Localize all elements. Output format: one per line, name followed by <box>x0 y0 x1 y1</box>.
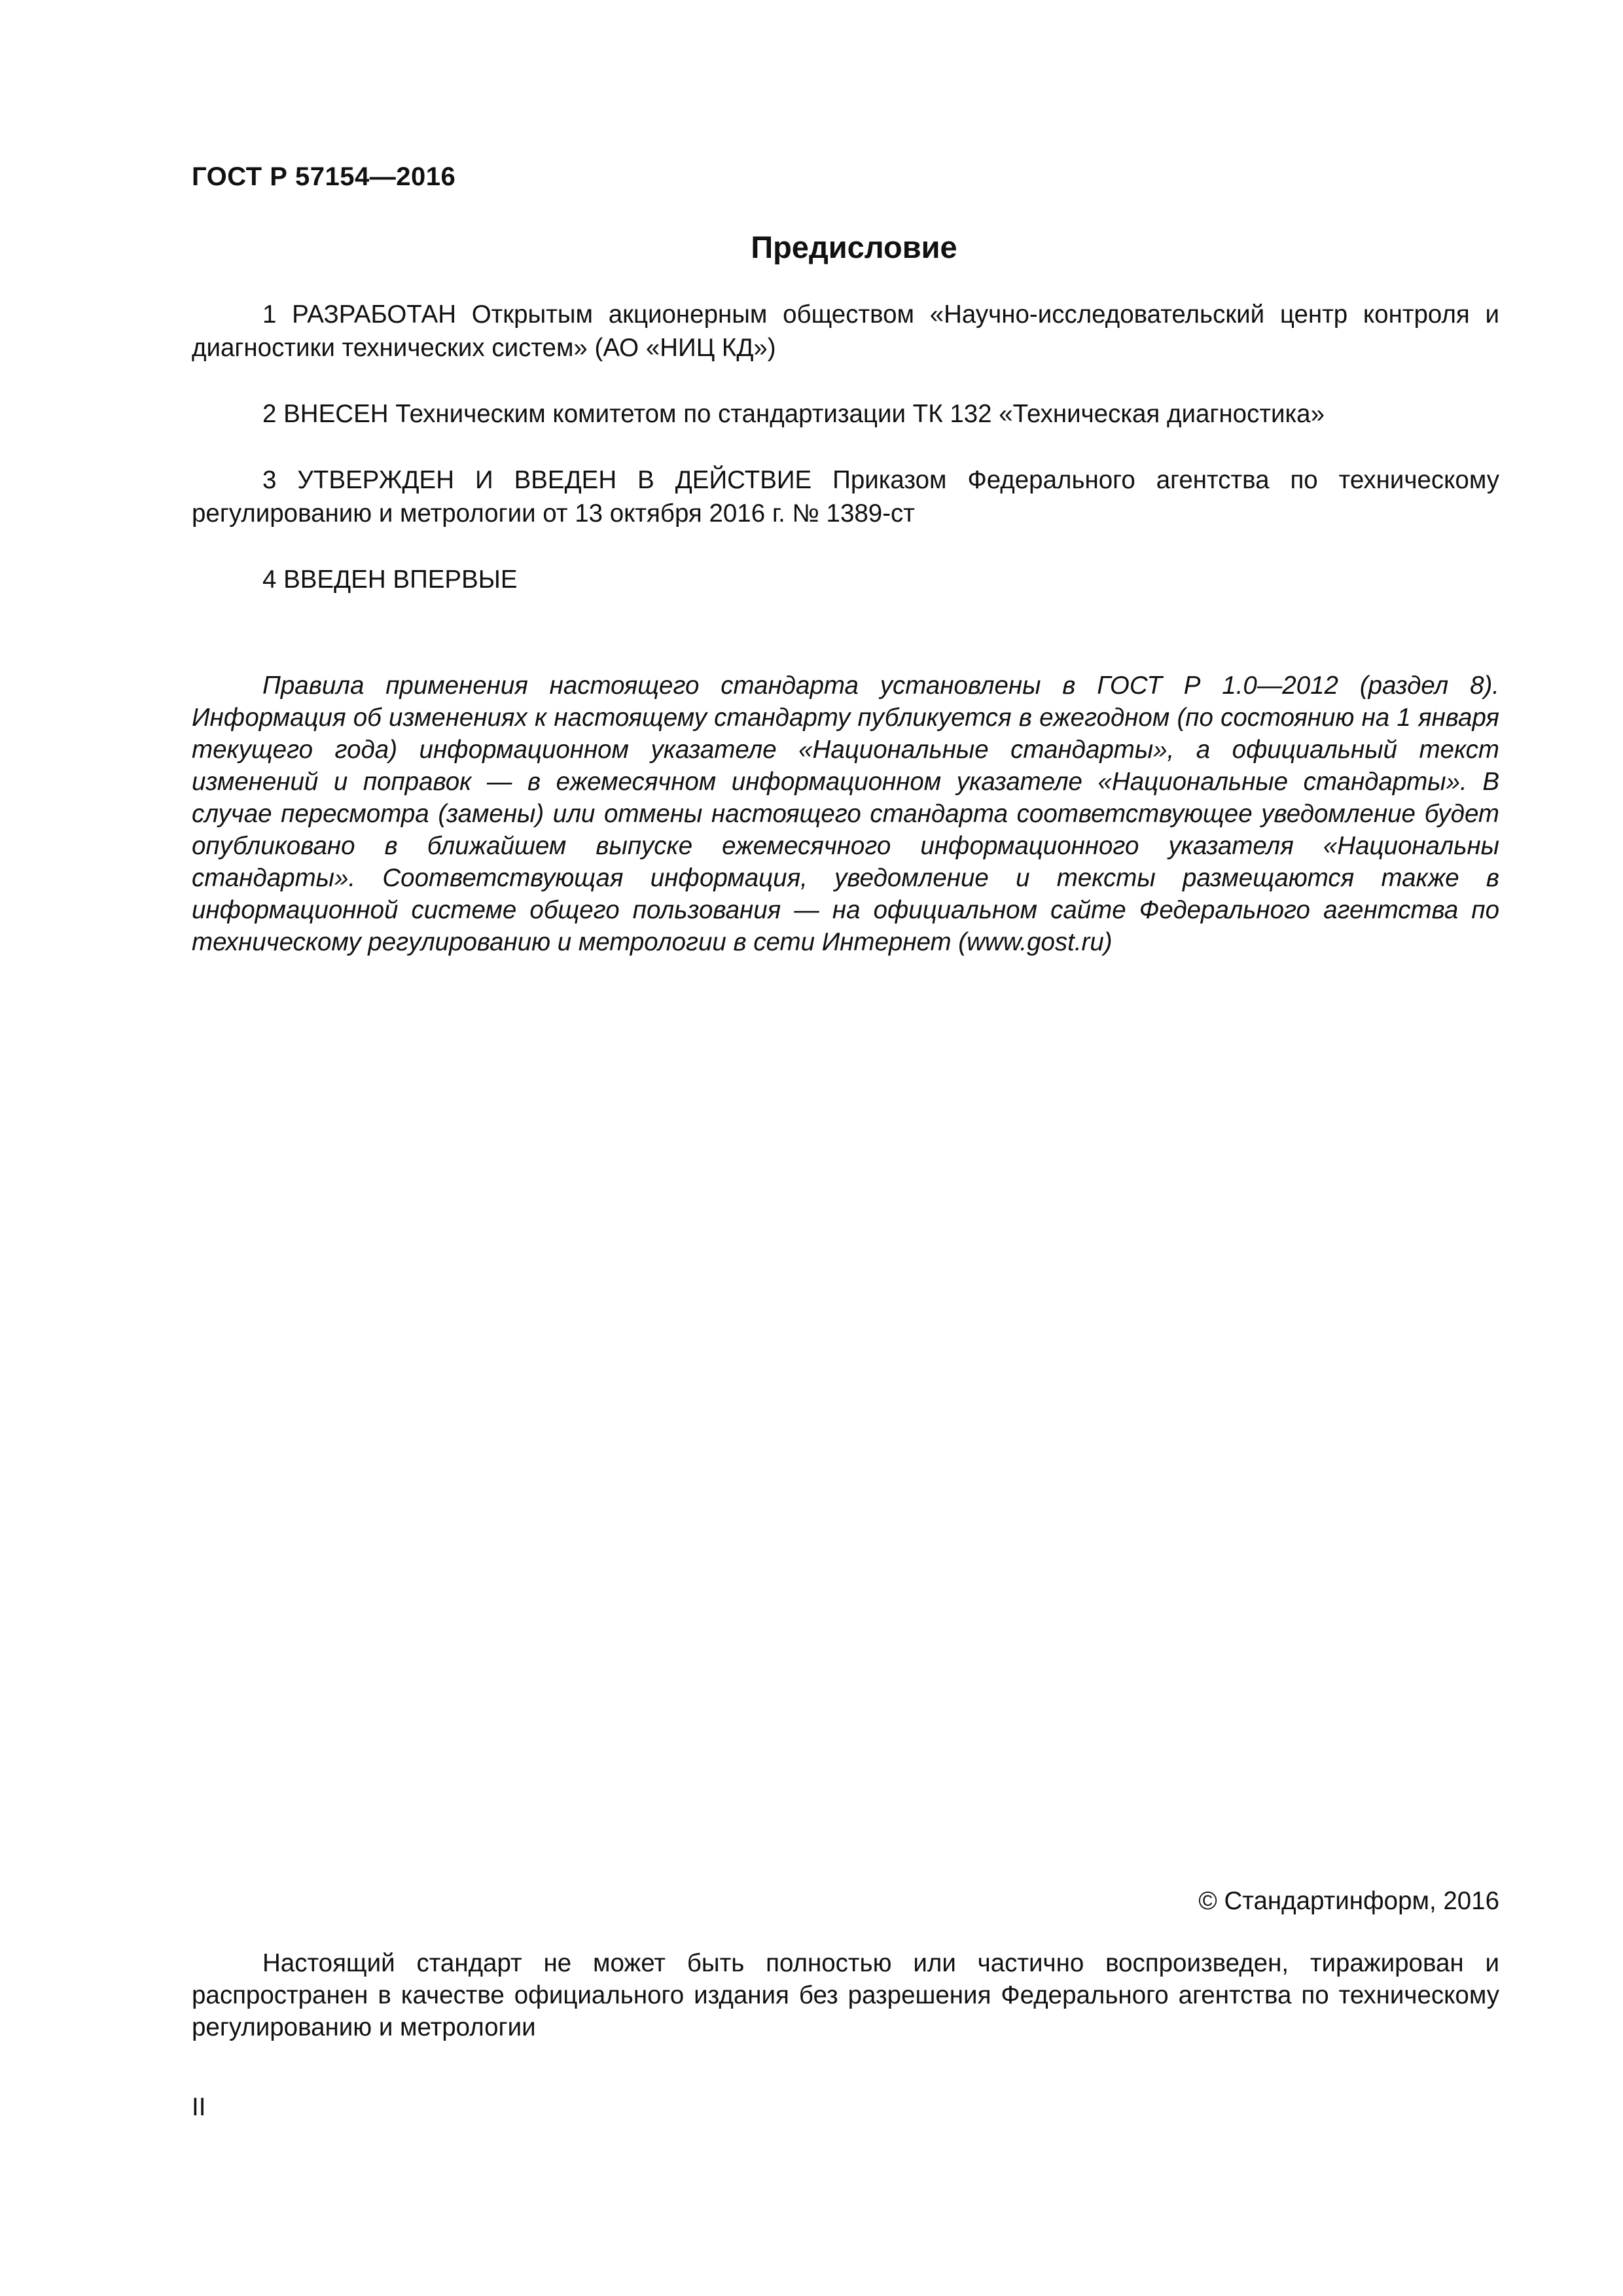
copyright-line: © Стандартинформ, 2016 <box>1198 1887 1499 1915</box>
preface-item-approved: 3 УТВЕРЖДЕН И ВВЕДЕН В ДЕЙСТВИЕ Приказом Федерального агентства по техническому регулированию и метрологии от 13 октября 2016 г. № 1389-ст <box>192 466 1499 528</box>
preface-item-developed: 1 РАЗРАБОТАН Открытым акционерным обществом «Научно-исследовательский центр контроля и диагностики технических систем» (АО «НИЦ КД») <box>192 300 1499 362</box>
application-rules-notice: Правила применения настоящего стандарта установлены в ГОСТ Р 1.0—2012 (раздел 8). Информация об изменениях к настоящему стандарту публикуется в ежегодном (по состоянию на 1 января текущего года) информационном указателе «Национальные стандарты», а официальный текст изменений и поправок — в ежемесячном информационном указателе «Национальные стандарты». В случае пересмотра (замены) или отмены настоящего стандарта соответствующее уведомление будет опубликовано в ближайшем выпуске ежемесячного информационного указателя «Национальны стандарты». Соответствующая информация, уведомление и тексты размещаются также в информационной системе общего пользования — на официальном сайте Федерального агентства по техническому регулированию и метрологии в сети Интернет (www.gost.ru) <box>192 672 1499 956</box>
page-number: II <box>192 2093 206 2121</box>
reproduction-restriction: Настоящий стандарт не может быть полностью или частично воспроизведен, тиражирован и распространен в качестве официального издания без разрешения Федерального агентства по техническому регулированию и метрологии <box>192 1949 1499 2041</box>
preface-list <box>192 298 1499 596</box>
preface-item-first-introduced: 4 ВВЕДЕН ВПЕРВЫЕ <box>262 565 518 594</box>
page-title: Предисловие <box>751 230 957 264</box>
document-id-header: ГОСТ Р 57154—2016 <box>192 162 456 191</box>
preface-item-introduced: 2 ВНЕСЕН Техническим комитетом по стандартизации ТК 132 «Техническая диагностика» <box>262 400 1325 428</box>
